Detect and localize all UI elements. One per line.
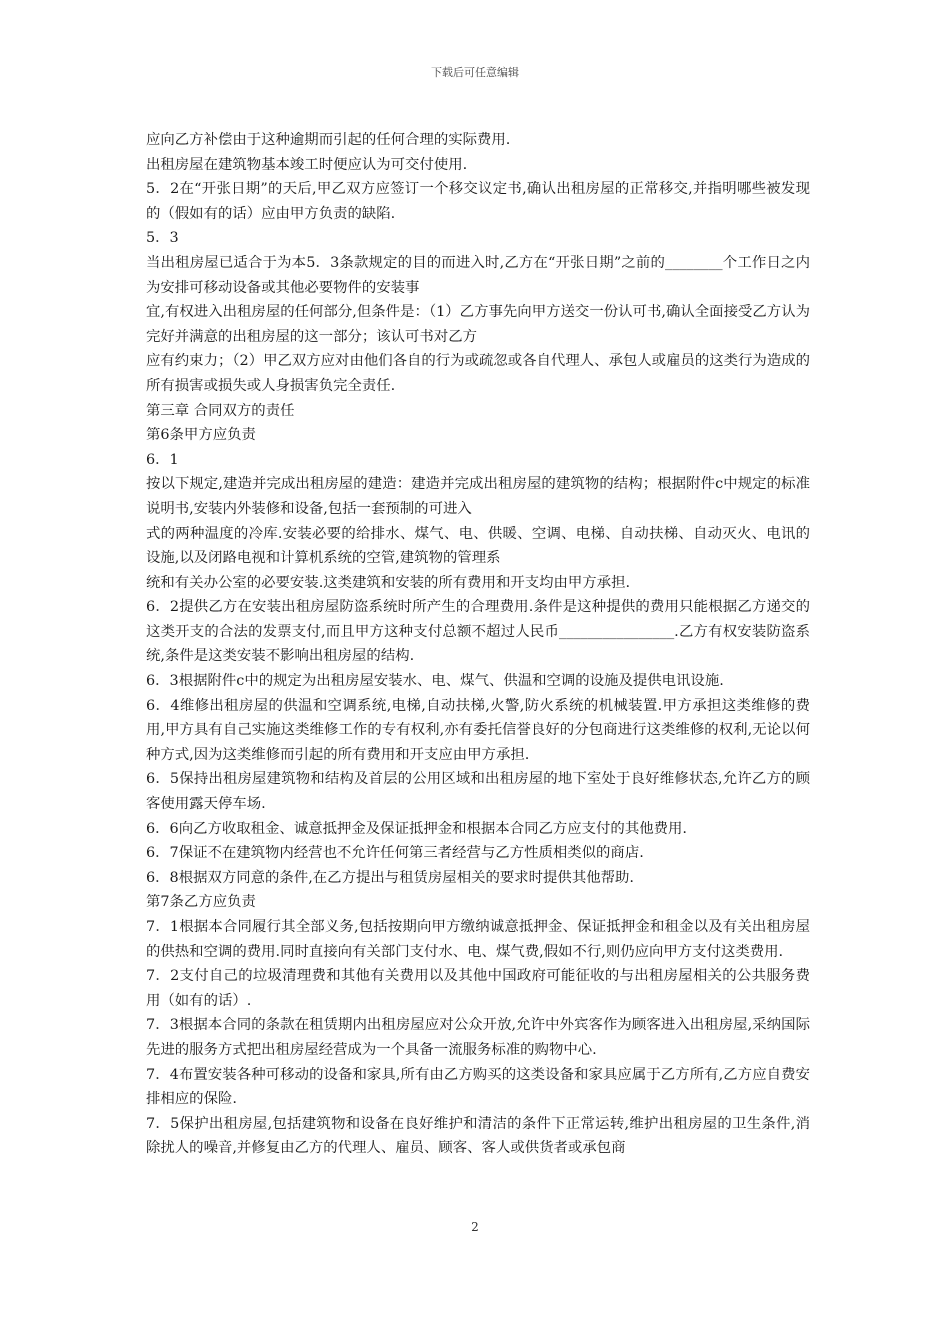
paragraph: 6．2提供乙方在安装出租房屋防盗系统时所产生的合理费用.条件是这种提供的费用只能根据乙方递交的这类开支的合法的发票支付,而且甲方这种支付总额不超过人民币________________.乙方有权安装防盗系统,条件是这类安装不影响出租房屋的结构. [146,599,810,665]
article-heading: 第7条乙方应负责 [146,894,256,911]
paragraph: 6．7保证不在建筑物内经营也不允许任何第三者经营与乙方性质相类似的商店. [146,845,644,862]
paragraph: 6．8根据双方同意的条件,在乙方提出与租赁房屋相关的要求时提供其他帮助. [146,869,634,886]
paragraph: 6．4维修出租房屋的供温和空调系统,电梯,自动扶梯,火警,防火系统的机械装置.甲方承担这类维修的费用,甲方具有自己实施这类维修工作的专有权利,亦有委托信誉良好的分包商进行这类维修的权利,无论以何种方式,因为这类维修而引起的所有费用和开支应由甲方承担. [146,697,810,763]
paragraph: 统和有关办公室的必要安装.这类建筑和安装的所有费用和开支均由甲方承担. [146,574,631,591]
page-header: 下载后可任意编辑 [431,66,519,79]
paragraph: 式的两种温度的冷库.安装必要的给排水、煤气、电、供暖、空调、电梯、自动扶梯、自动灭火、电讯的设施,以及闭路电视和计算机系统的空管,建筑物的管理系 [146,525,810,567]
paragraph: 5．2在“开张日期”的天后,甲乙双方应签订一个移交议定书,确认出租房屋的正常移交,并指明哪些被发现的（假如有的话）应由甲方负责的缺陷. [146,181,810,222]
paragraph: 当出租房屋已适合于为本5．3条款规定的目的而进入时,乙方在“开张日期”之前的________个工作日之内为安排可移动设备或其他必要物件的安装事 [146,254,810,296]
page-number: 2 [471,1220,479,1234]
paragraph: 宜,有权进入出租房屋的任何部分,但条件是：（1）乙方事先向甲方送交一份认可书,确认全面接受乙方认为完好并满意的出租房屋的这一部分；该认可书对乙方 [146,304,810,345]
paragraph: 出租房屋在建筑物基本竣工时便应认为可交付使用. [146,156,468,173]
article-heading: 第6条甲方应负责 [146,427,256,444]
paragraph: 7．5保护出租房屋,包括建筑物和设备在良好维护和清洁的条件下正常运转,维护出租房屋的卫生条件,消除扰人的噪音,并修复由乙方的代理人、雇员、顾客、客人或供货者或承包商 [146,1115,810,1157]
chapter-heading: 第三章 合同双方的责任 [146,402,295,419]
paragraph: 6．5保持出租房屋建筑物和结构及首层的公用区域和出租房屋的地下室处于良好维修状态,允许乙方的顾客使用露天停车场. [146,771,810,813]
paragraph: 7．1根据本合同履行其全部义务,包括按期向甲方缴纳诚意抵押金、保证抵押金和租金以及有关出租房屋的供热和空调的费用.同时直接向有关部门支付水、电、煤气费,假如不行,则仍应向甲方支付这类费用. [146,919,810,960]
paragraph: 6．1 [146,451,179,468]
paragraph: 7．4布置安装各种可移动的设备和家具,所有由乙方购买的这类设备和家具应属于乙方所有,乙方应自费安排相应的保险. [146,1066,810,1108]
paragraph: 按以下规定,建造并完成出租房屋的建造：建造并完成出租房屋的建筑物的结构；根据附件c中规定的标准说明书,安装内外装修和设备,包括一套预制的可进入 [146,476,810,517]
paragraph: 5．3 [146,230,179,247]
paragraph: 7．2支付自己的垃圾清理费和其他有关费用以及其他中国政府可能征收的与出租房屋相关的公共服务费用（如有的话）. [146,968,810,1009]
paragraph: 应有约束力；（2）甲乙双方应对由他们各自的行为或疏忽或各自代理人、承包人或雇员的这类行为造成的所有损害或损失或人身损害负完全责任. [146,353,810,394]
paragraph: 6．3根据附件c中的规定为出租房屋安装水、电、煤气、供温和空调的设施及提供电讯设施. [146,673,724,690]
paragraph: 应向乙方补偿由于这种逾期而引起的任何合理的实际费用. [146,132,511,148]
document-body [146,128,810,1161]
paragraph: 6．6向乙方收取租金、诚意抵押金及保证抵押金和根据本合同乙方应支付的其他费用. [146,820,687,837]
paragraph: 7．3根据本合同的条款在租赁期内出租房屋应对公众开放,允许中外宾客作为顾客进入出租房屋,采纳国际先进的服务方式把出租房屋经营成为一个具备一流服务标准的购物中心. [146,1017,810,1058]
